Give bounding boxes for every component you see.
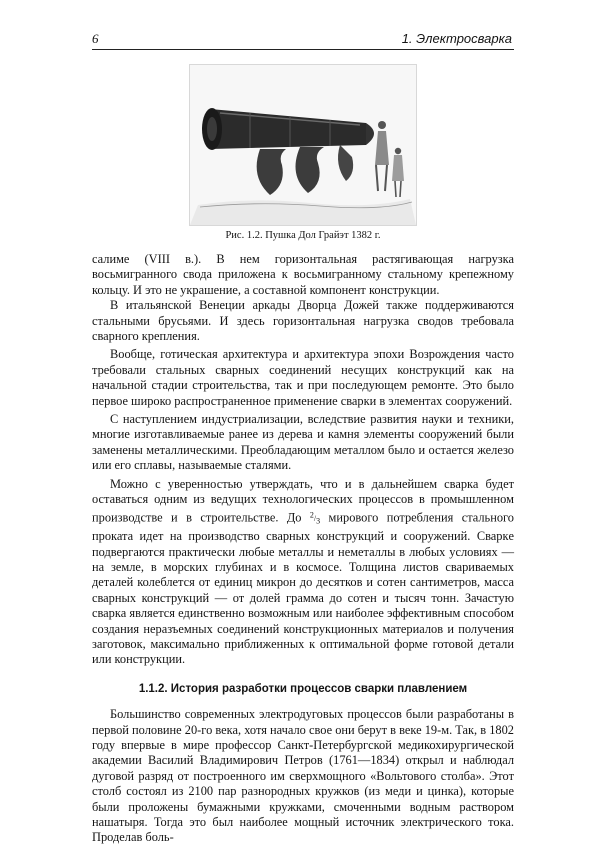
paragraph-text-part: Можно с уверенностью утверждать, что и в дальнейшем сварка будет оставаться одним из ведущих технологических процессов в промышленном производстве и в строительстве. До: [92, 476, 514, 525]
paragraph: салиме (VIII в.). В нем горизонтальная растягивающая нагрузка восьмигранного свода приложена к восьмигранному стальному крепежному кольцу. И это не украшение, а составной компонент конструкции.: [92, 252, 514, 297]
body-text: [92, 252, 514, 846]
running-header: [92, 29, 514, 50]
paragraph: Большинство современных электродуговых процессов были разработаны в первой половине 20-го века, хотя начало свое они берут в веке 19-м. Так, в 1802 году впервые в мире профессор Санкт-Петербургской медикохирургической академии Василий Владимирович Петров (1761—1834) открыл и наблюдал дуговой разряд от построенного им сверхмощного «Вольтового столба». Этот столб состоял из 2100 пар разнородных кружков (из меди и цинка), которые были проложены бумажными кружками, смоченными водным раствором нашатыря. Тогда это был наиболее мощный источник электрического тока. Проделав боль-: [92, 707, 514, 845]
fraction: $^2/_3$: [309, 510, 321, 526]
fraction-denominator: 3: [316, 516, 321, 526]
paragraph: В итальянской Венеции аркады Дворца Дожей также поддерживаются стальными брусьями. И здесь горизонтальная нагрузка сводов требовала сварного крепления.: [92, 298, 514, 344]
cannon-illustration: [189, 64, 417, 226]
page-number: 6: [92, 31, 99, 46]
cannon-drawing: [190, 65, 416, 225]
paragraph: С наступлением индустриализации, вследствие развития науки и техники, многие изготавливаемые ранее из дерева и камня элементы сооружений были заменены металлическими. Преобладающим металлом было и остается железо или его сплавы, называемые сталями.: [92, 412, 514, 473]
fraction-numerator: 2: [309, 510, 314, 520]
paragraph: Вообще, готическая архитектура и архитектура эпохи Возрождения часто требовали стальных сварных соединений несущих конструкций как на начальной стадии строительства, так и при последующем ремонте. Это было первое широко распространенное применение сварки в элементах сооружений.: [92, 347, 514, 408]
figure-caption: Рис. 1.2. Пушка Дол Грайэт 1382 г.: [225, 230, 381, 241]
paragraph-text-part: мирового потребления стального проката идет на производство сварных конструкций и сооружений. Сваркe подвергаются практически любые металлы и неметаллы в любых условиях — на земле, в морских глубинах и в космосе. Толщина листов свариваемых деталей колеблется от единиц микрон до десятков и сотен сантиметров, масса сварных конструкций — от долей грамма до сотен и тысяч тонн. Зачастую сварка является единственно возможным или наиболее эффективным способом создания неразъемных соединений конструкционных материалов и получения заготовок, максимально приближенных к оптимальной форме готовой детали или конструкции.: [92, 510, 514, 667]
paragraph: [92, 477, 514, 668]
chapter-title: 1. Электросварка: [401, 31, 512, 46]
section-heading: 1.1.2. История разработки процессов сварки плавлением: [138, 682, 468, 695]
